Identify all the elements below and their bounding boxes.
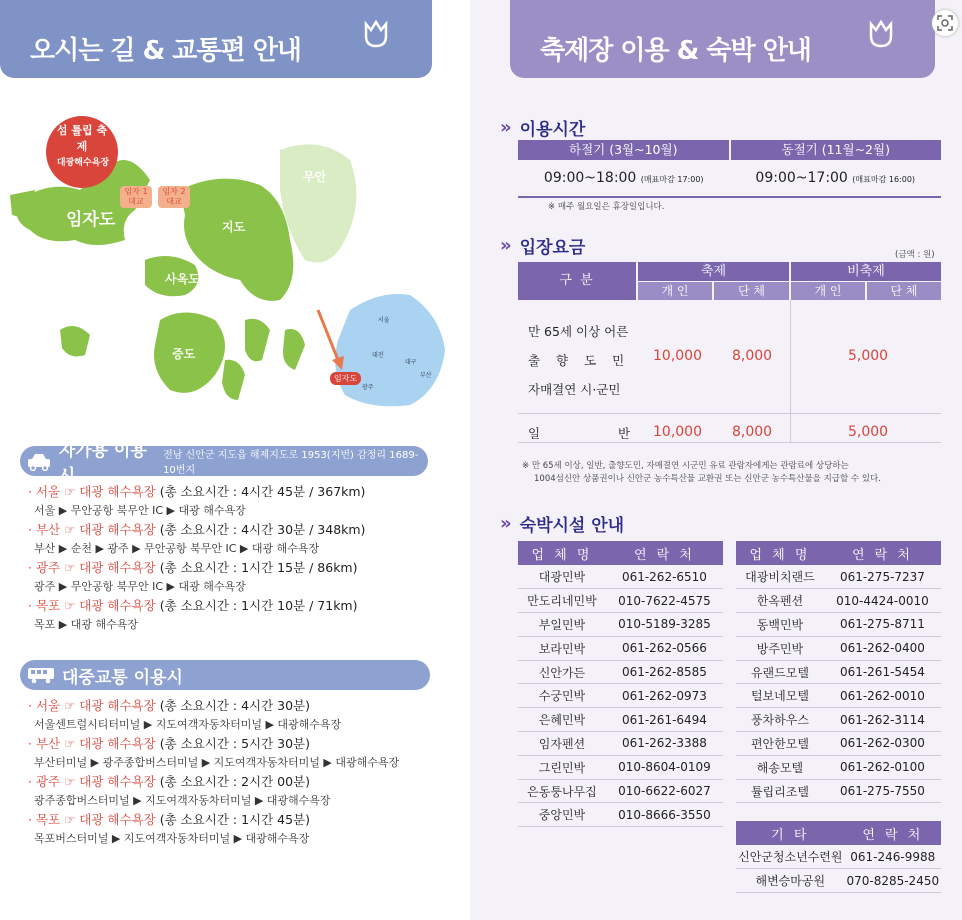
route-bullet: · — [28, 484, 36, 499]
bus-section-header — [20, 660, 430, 690]
lodging-phone: 061-262-0400 — [824, 636, 941, 660]
route-destination: 대광 해수욕장 — [79, 598, 156, 613]
hours-heading — [500, 115, 585, 140]
right-banner — [510, 0, 935, 78]
hand-pointer-icon: ☞ — [60, 736, 80, 751]
table-row — [518, 732, 723, 756]
lodging-table-left — [518, 541, 723, 827]
hand-pointer-icon: ☞ — [60, 774, 80, 789]
lodging-name: 임자펜션 — [518, 732, 606, 756]
lodging-name: 만도리네민박 — [518, 589, 606, 613]
fee-footnote-2: 1004섬신안 상품권이나 신안군 농수특산물 교환권 또는 신안군 농수특산물을 지급할 수 있다. — [534, 474, 881, 484]
lodging-name: 튤립리조텔 — [736, 779, 824, 803]
bus-route-list — [28, 696, 399, 848]
route-item — [28, 734, 399, 753]
lodging-name: 보라민박 — [518, 636, 606, 660]
lodging-phone: 061-275-8711 — [824, 613, 941, 637]
route-path: 부산터미널 ▶ 광주종합버스터미널 ▶ 지도여객자동차터미널 ▶ 대광해수욕장 — [34, 756, 400, 769]
korea-city-gwangju: 광주 — [362, 384, 374, 391]
lodging-phone: 061-262-0566 — [606, 636, 723, 660]
hours-winter-time: 09:00~17:00 — [755, 170, 848, 186]
right-page — [470, 0, 962, 920]
lodging-name: 해송모텔 — [736, 755, 824, 779]
fee-row2-label-b: 반 — [618, 426, 631, 441]
hours-summer-header: 하절기 (3월~10월) — [518, 140, 729, 160]
route-item — [28, 596, 365, 615]
lodging-phone: 061-262-0100 — [824, 755, 941, 779]
lodging-phone: 010-8604-0109 — [606, 755, 723, 779]
lodging-name: 은혜민박 — [518, 708, 606, 732]
route-city: 부산 — [35, 522, 61, 537]
map-label-jido: 지도 — [222, 220, 246, 234]
route-item — [28, 772, 399, 791]
lodging-phone: 010-6622-6027 — [606, 779, 723, 803]
table-row — [518, 589, 723, 613]
korea-city-daegu: 대구 — [405, 359, 417, 366]
fee-non-group: 단 체 — [867, 282, 941, 300]
table-row — [518, 779, 723, 803]
route-city: 목포 — [35, 812, 61, 827]
route-time: (총 소요시간 : 1시간 45분) — [159, 812, 311, 827]
lodging-name: 대광비치랜드 — [736, 565, 824, 589]
lodging-phone: 010-7622-4575 — [606, 589, 723, 613]
double-chevron-icon: » — [500, 117, 512, 138]
table-row — [518, 708, 723, 732]
lodging-name: 그린민박 — [518, 755, 606, 779]
fee-title: 입장요금 — [519, 238, 586, 258]
table-row — [736, 684, 941, 708]
fee-row2-group: 8,000 — [732, 424, 773, 440]
lodging-name: 한옥펜션 — [736, 589, 824, 613]
route-bullet: · — [28, 774, 36, 789]
lodging-name: 유랜드모텔 — [736, 660, 824, 684]
fee-unit: (금액 : 원) — [895, 250, 935, 260]
fee-row1-label: 출 향 도 민 — [528, 353, 631, 368]
lodging-title: 숙박시설 안내 — [519, 516, 625, 536]
korea-city-seoul: 서울 — [378, 317, 390, 324]
fee-row1-group: 8,000 — [732, 348, 773, 364]
table-row — [518, 660, 723, 684]
table-row — [518, 636, 723, 660]
map-label-jeungdo: 증도 — [172, 347, 196, 361]
fee-fest-individual: 개 인 — [638, 282, 712, 300]
fee-row1-nonfestival: 5,000 — [848, 348, 889, 364]
fee-row2-individual: 10,000 — [653, 424, 702, 440]
route-time: (총 소요시간 : 2시간 00분) — [159, 774, 311, 789]
route-item — [28, 482, 365, 501]
hand-pointer-icon: ☞ — [60, 560, 80, 575]
lodging-phone: 061-261-5454 — [824, 660, 941, 684]
route-city: 목포 — [35, 598, 61, 613]
route-map — [0, 110, 470, 420]
fee-festival-header: 축제 — [638, 262, 789, 281]
fee-non-individual: 개 인 — [791, 282, 865, 300]
tulip-icon — [865, 18, 897, 50]
lodging-phone: 061-261-6494 — [606, 708, 723, 732]
bus-section-title: 대중교통 이용시 — [62, 667, 183, 688]
route-time: (총 소요시간 : 1시간 15분 / 86km) — [159, 560, 358, 575]
table-row — [736, 845, 941, 869]
hand-pointer-icon: ☞ — [60, 522, 80, 537]
other-header: 기 타 — [736, 821, 845, 845]
lodging-phone: 061-262-8585 — [606, 660, 723, 684]
hours-winter-header: 동절기 (11월~2월) — [731, 140, 942, 160]
route-destination: 대광 해수욕장 — [79, 698, 156, 713]
table-row — [736, 565, 941, 589]
lodging-phone: 061-262-6510 — [606, 565, 723, 589]
table-row — [736, 708, 941, 732]
lodging-name: 중앙민박 — [518, 803, 606, 827]
fee-row1-label: 만 65세 이상 어른 — [528, 324, 629, 339]
festival-logo-sub: 대광해수욕장 — [56, 158, 110, 168]
table-row — [736, 613, 941, 637]
lodging-phone: 010-5189-3285 — [606, 613, 723, 637]
route-time: (총 소요시간 : 4시간 45분 / 367km) — [159, 484, 366, 499]
fee-footnote-1: ※ 만 65세 이상, 일반, 출향도민, 자매결연 시군민 유료 관람자에게는 관람료에 상당하는 — [522, 461, 849, 471]
lodging-contact-header: 연 락 처 — [824, 541, 941, 565]
lodging-phone: 061-262-0010 — [824, 684, 941, 708]
route-city: 부산 — [35, 736, 61, 751]
fee-col-group: 구 분 — [518, 262, 636, 300]
lodging-phone: 061-262-0300 — [824, 732, 941, 756]
table-row — [736, 732, 941, 756]
hours-winter-note: (매표마감 16:00) — [852, 175, 916, 184]
table-row — [736, 755, 941, 779]
map-label-muan: 무안 — [303, 170, 327, 184]
table-row — [736, 660, 941, 684]
lodging-heading — [500, 511, 624, 536]
bus-icon — [20, 660, 62, 690]
double-chevron-icon: » — [500, 513, 512, 534]
lodging-phone: 070-8285-2450 — [845, 869, 941, 893]
route-bullet: · — [28, 598, 36, 613]
lodging-phone: 061-262-3114 — [824, 708, 941, 732]
fee-nonfestival-header: 비축제 — [791, 262, 941, 281]
festival-logo: 섬 튤립 축제 — [56, 124, 108, 153]
lodging-phone: 010-4424-0010 — [824, 589, 941, 613]
route-destination: 대광 해수욕장 — [79, 484, 156, 499]
hours-footnote: ※ 매주 월요일은 휴장일입니다. — [548, 202, 665, 212]
lodging-right-body — [736, 565, 941, 803]
lodging-name: 신안군청소년수련원 — [736, 845, 845, 869]
route-city: 광주 — [35, 560, 61, 575]
lodging-phone: 061-262-0973 — [606, 684, 723, 708]
double-chevron-icon: » — [500, 235, 512, 256]
route-path: 광주 ▶ 무안공항 북무안 IC ▶ 대광 해수욕장 — [34, 580, 246, 593]
korea-city-busan: 부산 — [420, 372, 432, 379]
car-icon — [20, 446, 59, 476]
table-row — [736, 589, 941, 613]
route-item — [28, 810, 399, 829]
other-table — [736, 821, 941, 893]
right-banner-title: 축제장 이용 & 숙박 안내 — [540, 36, 811, 66]
lodging-phone: 061-275-7550 — [824, 779, 941, 803]
other-body — [736, 845, 941, 893]
map-label-saokdo: 사옥도 — [165, 272, 200, 286]
lodging-name: 해변승마공원 — [736, 869, 845, 893]
route-bullet: · — [28, 698, 36, 713]
lodging-name: 편안한모텔 — [736, 732, 824, 756]
route-destination: 대광 해수욕장 — [79, 774, 156, 789]
car-route-list — [28, 482, 365, 634]
table-row — [518, 613, 723, 637]
lodging-name: 은동퉁나무집 — [518, 779, 606, 803]
lodging-name: 부일민박 — [518, 613, 606, 637]
lodging-contact-header: 연 락 처 — [606, 541, 723, 565]
route-bullet: · — [28, 812, 36, 827]
lodging-phone: 061-262-3388 — [606, 732, 723, 756]
table-row — [736, 779, 941, 803]
lodging-table-right — [736, 541, 941, 803]
hand-pointer-icon: ☞ — [60, 812, 80, 827]
table-row — [518, 755, 723, 779]
route-item — [28, 696, 399, 715]
route-time: (총 소요시간 : 4시간 30분 / 348km) — [159, 522, 366, 537]
hours-table — [518, 140, 941, 198]
lodging-phone: 061-246-9988 — [845, 845, 941, 869]
route-path: 서울 ▶ 무안공항 북무안 IC ▶ 대광 해수욕장 — [34, 504, 246, 517]
lodging-phone: 010-8666-3550 — [606, 803, 723, 827]
table-row — [736, 869, 941, 893]
route-destination: 대광 해수욕장 — [79, 812, 156, 827]
fee-row2-label-a: 일 — [528, 426, 541, 441]
fee-heading — [500, 233, 585, 258]
fee-table — [518, 262, 941, 442]
route-time: (총 소요시간 : 4시간 30분) — [159, 698, 311, 713]
route-bullet: · — [28, 522, 36, 537]
lodging-name: 풍차하우스 — [736, 708, 824, 732]
hours-summer-note: (매표마감 17:00) — [640, 175, 704, 184]
hours-title: 이용시간 — [519, 120, 586, 140]
korea-map-label: 임자도 — [330, 372, 361, 385]
route-city: 광주 — [35, 774, 61, 789]
lodging-name-header: 업 체 명 — [518, 541, 606, 565]
car-section-title: 자가용 이용시 — [58, 441, 147, 486]
car-section-address: 전남 신안군 지도읍 해제지도로 1953(지번) 감정리 1689-10번지 — [163, 450, 419, 476]
hours-summer-time: 09:00~18:00 — [543, 170, 637, 186]
route-time: (총 소요시간 : 1시간 10분 / 71km) — [159, 598, 358, 613]
fee-row2-nonfestival: 5,000 — [848, 424, 889, 440]
car-section-header — [20, 441, 428, 486]
left-page — [0, 0, 470, 920]
bridge-label-1: 임자 1대교 — [120, 186, 152, 208]
hand-pointer-icon: ☞ — [60, 484, 80, 499]
route-path: 목포버스터미널 ▶ 지도여객자동차터미널 ▶ 대광해수욕장 — [34, 832, 310, 845]
image-search-icon[interactable] — [932, 10, 958, 36]
route-bullet: · — [28, 736, 36, 751]
lodging-name-header: 업 체 명 — [736, 541, 824, 565]
lodging-phone: 061-275-7237 — [824, 565, 941, 589]
route-city: 서울 — [35, 698, 61, 713]
route-time: (총 소요시간 : 5시간 30분) — [159, 736, 311, 751]
fee-row1-labels — [528, 317, 630, 404]
route-path: 광주종합버스터미널 ▶ 지도여객자동차터미널 ▶ 대광해수욕장 — [34, 794, 331, 807]
left-banner — [0, 0, 432, 78]
korea-city-daejeon: 대전 — [372, 352, 384, 359]
fee-row1-label: 자매결연 시·군민 — [528, 382, 621, 397]
other-contact-header: 연 락 처 — [845, 821, 941, 845]
bridge-label-2: 임자 2대교 — [158, 186, 190, 208]
route-destination: 대광 해수욕장 — [79, 560, 156, 575]
route-path: 부산 ▶ 순천 ▶ 광주 ▶ 무안공항 북무안 IC ▶ 대광 해수욕장 — [34, 542, 320, 555]
route-bullet: · — [28, 560, 36, 575]
lodging-name: 방주민박 — [736, 636, 824, 660]
hand-pointer-icon: ☞ — [60, 598, 80, 613]
hand-pointer-icon: ☞ — [60, 698, 80, 713]
fee-row1-individual: 10,000 — [653, 348, 702, 364]
fee-fest-group: 단 체 — [714, 282, 789, 300]
table-row — [518, 803, 723, 827]
lodging-name: 대광민박 — [518, 565, 606, 589]
route-item — [28, 558, 365, 577]
lodging-name: 신안가든 — [518, 660, 606, 684]
table-row — [518, 565, 723, 589]
table-row — [736, 636, 941, 660]
lodging-left-body — [518, 565, 723, 827]
route-path: 서울센트럴시티터미널 ▶ 지도여객자동차터미널 ▶ 대광해수욕장 — [34, 718, 342, 731]
lodging-name: 동백민박 — [736, 613, 824, 637]
lodging-name: 수궁민박 — [518, 684, 606, 708]
route-item — [28, 520, 365, 539]
map-label-imja: 임자도 — [66, 210, 116, 230]
route-city: 서울 — [35, 484, 61, 499]
route-path: 목포 ▶ 대광 해수욕장 — [34, 618, 138, 631]
tulip-icon — [360, 18, 392, 50]
left-banner-title: 오시는 길 & 교통편 안내 — [30, 36, 301, 66]
lodging-name: 털보네모텔 — [736, 684, 824, 708]
route-destination: 대광 해수욕장 — [79, 522, 156, 537]
route-destination: 대광 해수욕장 — [79, 736, 156, 751]
table-row — [518, 684, 723, 708]
